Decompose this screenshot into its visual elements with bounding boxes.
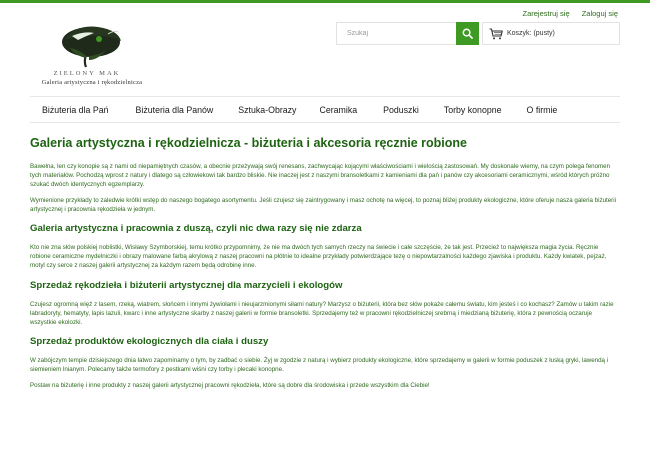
search-input[interactable] (337, 23, 456, 44)
site-logo[interactable] (28, 22, 156, 92)
login-link[interactable]: Zaloguj się (581, 9, 618, 18)
intro-paragraph-2: Wymienione przykłady to zaledwie krótki wstęp do naszego bogatego asortymentu. Jeśli czujesz się zaintrygowany i masz ochotę na więcej, to poznaj bliżej produkty ekologiczne, które oferuje nasza galeria biżuterii artystycznej i pracownia rękodzieła w jednym. (30, 196, 616, 213)
nav-item-bizuteria-panow[interactable]: Biżuteria dla Panów (135, 104, 214, 115)
nav-item-bizuteria-pan[interactable]: Biżuteria dla Pań (42, 104, 109, 115)
page-title: Galeria artystyczna i rękodzielnicza - biżuteria i akcesoria ręcznie robione (30, 136, 467, 150)
main-navigation (30, 96, 620, 123)
main-content (30, 136, 620, 396)
cart-label: Koszyk: (pusty) (507, 30, 555, 37)
nav-item-ceramika[interactable]: Ceramika (319, 104, 358, 115)
nav-item-torby-konopne[interactable]: Torby konopne (443, 104, 502, 115)
nav-item-o-firmie[interactable]: O firmie (526, 104, 558, 115)
search-box (336, 22, 478, 45)
cart-icon (489, 28, 503, 40)
section-paragraph-gallery: Kto nie zna słów polskiej noblistki, Wisławy Szymborskiej, temu krótko przypomnimy, że nie ma dwóch tych samych rzeczy na świecie i całe szczęście, że tak jest. Przecież to największa magia życia. Ręcznie robione ceramiczne mydelniczki i obrazy malowane farbą akrylową z naszej pracowni na płótnie to idealne przykłady potwierdzające tezę o niepowtarzalności każdego zjawiska i produktu. Każdy kwiatek, pejzaż, motyl czy serce z naszej galerii artystycznej za każdym razem będą odrobinę inne. (30, 244, 607, 270)
section-paragraph-eco: W zabójczym tempie dzisiejszego dnia łatwo zapominamy o tym, by zadbać o siebie. Żyj w zgodzie z naturą i wybierz produkty ekologiczne, które sprzedajemy w galerii w formie poduszek z łuską gryki, lawendą i siemieniem lnianym. Polecamy także termofory z pestkami wiśni czy torby i plecaki konopne. (30, 357, 609, 374)
account-links (513, 9, 618, 18)
closing-paragraph: Postaw na biżuterię i inne produkty z naszej galerii artystycznej pracowni rękodzieła, które są dobre dla środowiska i przede wszystkim dla Ciebie! (30, 381, 430, 389)
logo-subtitle: Galeria artystyczna i rękodzielnicza (41, 79, 143, 86)
section-heading-eco: Sprzedaż produktów ekologicznych dla ciała i duszy (30, 336, 269, 348)
nav-item-sztuka-obrazy[interactable]: Sztuka-Obrazy (238, 104, 297, 115)
cart-button[interactable] (482, 22, 620, 45)
nav-item-poduszki[interactable]: Poduszki (383, 104, 419, 115)
section-heading-gallery: Galeria artystyczna i pracownia z duszą, czyli nic dwa razy się nie zdarza (30, 223, 362, 235)
section-paragraph-jewelry: Czujesz ogromną więź z lasem, rzeką, wiatrem, słońcem i innymi żywiołami i nieujarzmionymi siłami natury? Marzysz o biżuterii, która bez słów pokaże całemu światu, kim jesteś i co kochasz? Zamów u takim razie labradoryty, hematyty, lapis lazuli, kwarc i inne artystyczne skarby z naszej galerii w formie bransoletki. Sprzedajemy też w pracowni rękodzielniczej srebrną i miedzianą biżuterię, która z pewnością oczaruje wszystkie ekolozki. (30, 300, 614, 327)
section-heading-jewelry: Sprzedaż rękodzieła i biżuterii artystycznej dla marzycieli i ekologów (30, 279, 343, 291)
search-icon (462, 28, 473, 39)
logo-title: ZIELONY MAK (53, 70, 121, 77)
search-button[interactable] (456, 22, 479, 45)
register-link[interactable]: Zarejestruj się (522, 9, 570, 18)
intro-paragraph-1: Bawełna, len czy konopie są z nami od niepamiętnych czasów, a obecnie przeżywają swój renesans, zachwycając kojącymi właściwościami i wielością zastosowań. My doskonale wiemy, na czym polega fenomen tych materiałów. Pochodzą wprost z natury i dlatego są człowiekowi tak bardzo bliskie. Nie inaczej jest z naszymi bransoletkami z kamieniami dla pań i panów czy akcesoriami ceramicznymi, wśród których próżno szukać dwóch identycznych egzemplarzy. (30, 163, 611, 189)
logo-poppy-icon (28, 22, 146, 70)
top-accent-bar (0, 0, 650, 3)
